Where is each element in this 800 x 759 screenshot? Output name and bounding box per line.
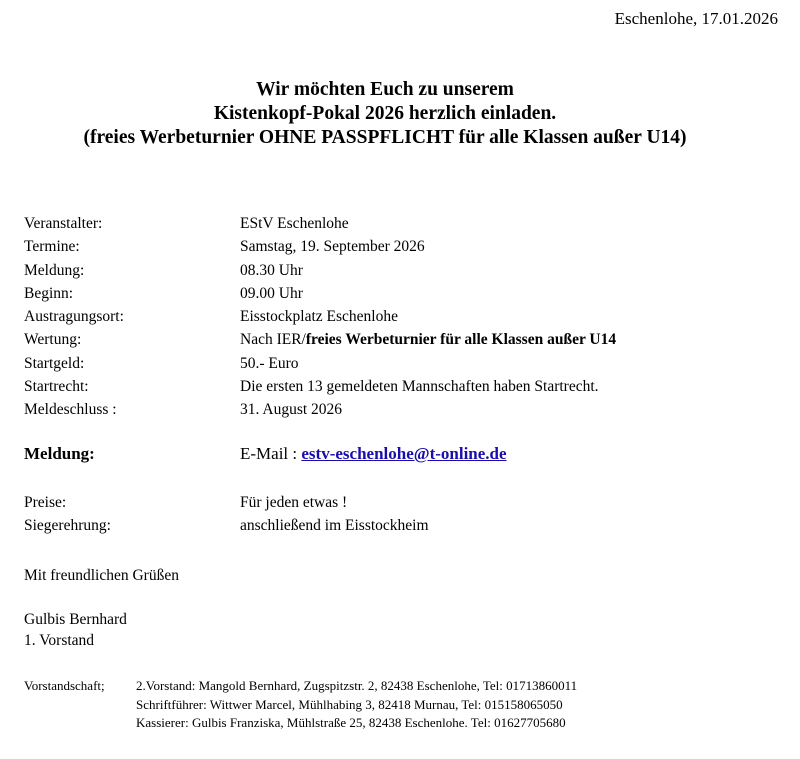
- detail-label: Startrecht:: [24, 378, 89, 396]
- signature: [24, 609, 127, 651]
- ceremony-value: anschließend im Eisstockheim: [240, 517, 429, 535]
- detail-label: Meldeschluss :: [24, 401, 117, 419]
- footer-line: Schriftführer: Wittwer Marcel, Mühlhabing 3, 82418 Murnau, Tel: 015158065050: [136, 696, 563, 712]
- signature-name: Gulbis Bernhard: [24, 611, 127, 628]
- scoring-bold: freies Werbeturnier für alle Klassen außer U14: [305, 331, 617, 349]
- detail-value: [240, 328, 616, 351]
- detail-label: Wertung:: [24, 331, 82, 349]
- detail-label: Meldung:: [24, 261, 85, 279]
- detail-label: Beginn:: [24, 284, 74, 302]
- date-line: Eschenlohe, 17.01.2026: [614, 9, 778, 28]
- detail-label: Austragungsort:: [24, 308, 124, 326]
- registration-label: Meldung:: [24, 444, 95, 463]
- greeting: Mit freundlichen Grüßen: [24, 567, 179, 584]
- detail-label: Startgeld:: [24, 354, 85, 372]
- footer-line: 2.Vorstand: Mangold Bernhard, Zugspitzstr. 2, 82438 Eschenlohe, Tel: 01713860011: [136, 678, 578, 693]
- detail-value: 50.- Euro: [240, 354, 299, 372]
- detail-label: Termine:: [24, 238, 80, 256]
- prize-value: Für jeden etwas !: [240, 494, 348, 511]
- detail-label: Veranstalter:: [24, 215, 103, 232]
- title-line-2: Kistenkopf-Pokal 2026 herzlich einladen.: [213, 103, 557, 124]
- title-line-3: (freies Werbeturnier OHNE PASSPFLICHT für alle Klassen außer U14): [83, 127, 687, 148]
- title-line-1: Wir möchten Euch zu unserem: [256, 79, 514, 100]
- prize-label: Preise:: [24, 494, 67, 511]
- detail-value: Eisstockplatz Eschenlohe: [240, 308, 398, 326]
- footer-label: Vorstandschaft;: [24, 678, 105, 693]
- footer-line: Kassierer: Gulbis Franziska, Mühlstraße 25, 82438 Eschenlohe. Tel: 01627705680: [136, 715, 566, 730]
- scoring-prefix: Nach IER/: [240, 331, 306, 349]
- detail-value: Samstag, 19. September 2026: [240, 238, 425, 256]
- detail-value: Die ersten 13 gemeldeten Mannschaften haben Startrecht.: [240, 378, 599, 396]
- signature-role: 1. Vorstand: [24, 632, 95, 649]
- detail-value: 08.30 Uhr: [240, 261, 303, 279]
- detail-value: 31. August 2026: [240, 401, 343, 419]
- email-prefix: E-Mail :: [240, 444, 302, 463]
- detail-value: 09.00 Uhr: [240, 284, 303, 302]
- ceremony-label: Siegerehrung:: [24, 517, 111, 535]
- registration-value: [240, 444, 507, 464]
- email-link[interactable]: estv-eschenlohe@t-online.de: [301, 444, 507, 463]
- invitation-title: [0, 78, 770, 150]
- detail-value: EStV Eschenlohe: [240, 215, 349, 232]
